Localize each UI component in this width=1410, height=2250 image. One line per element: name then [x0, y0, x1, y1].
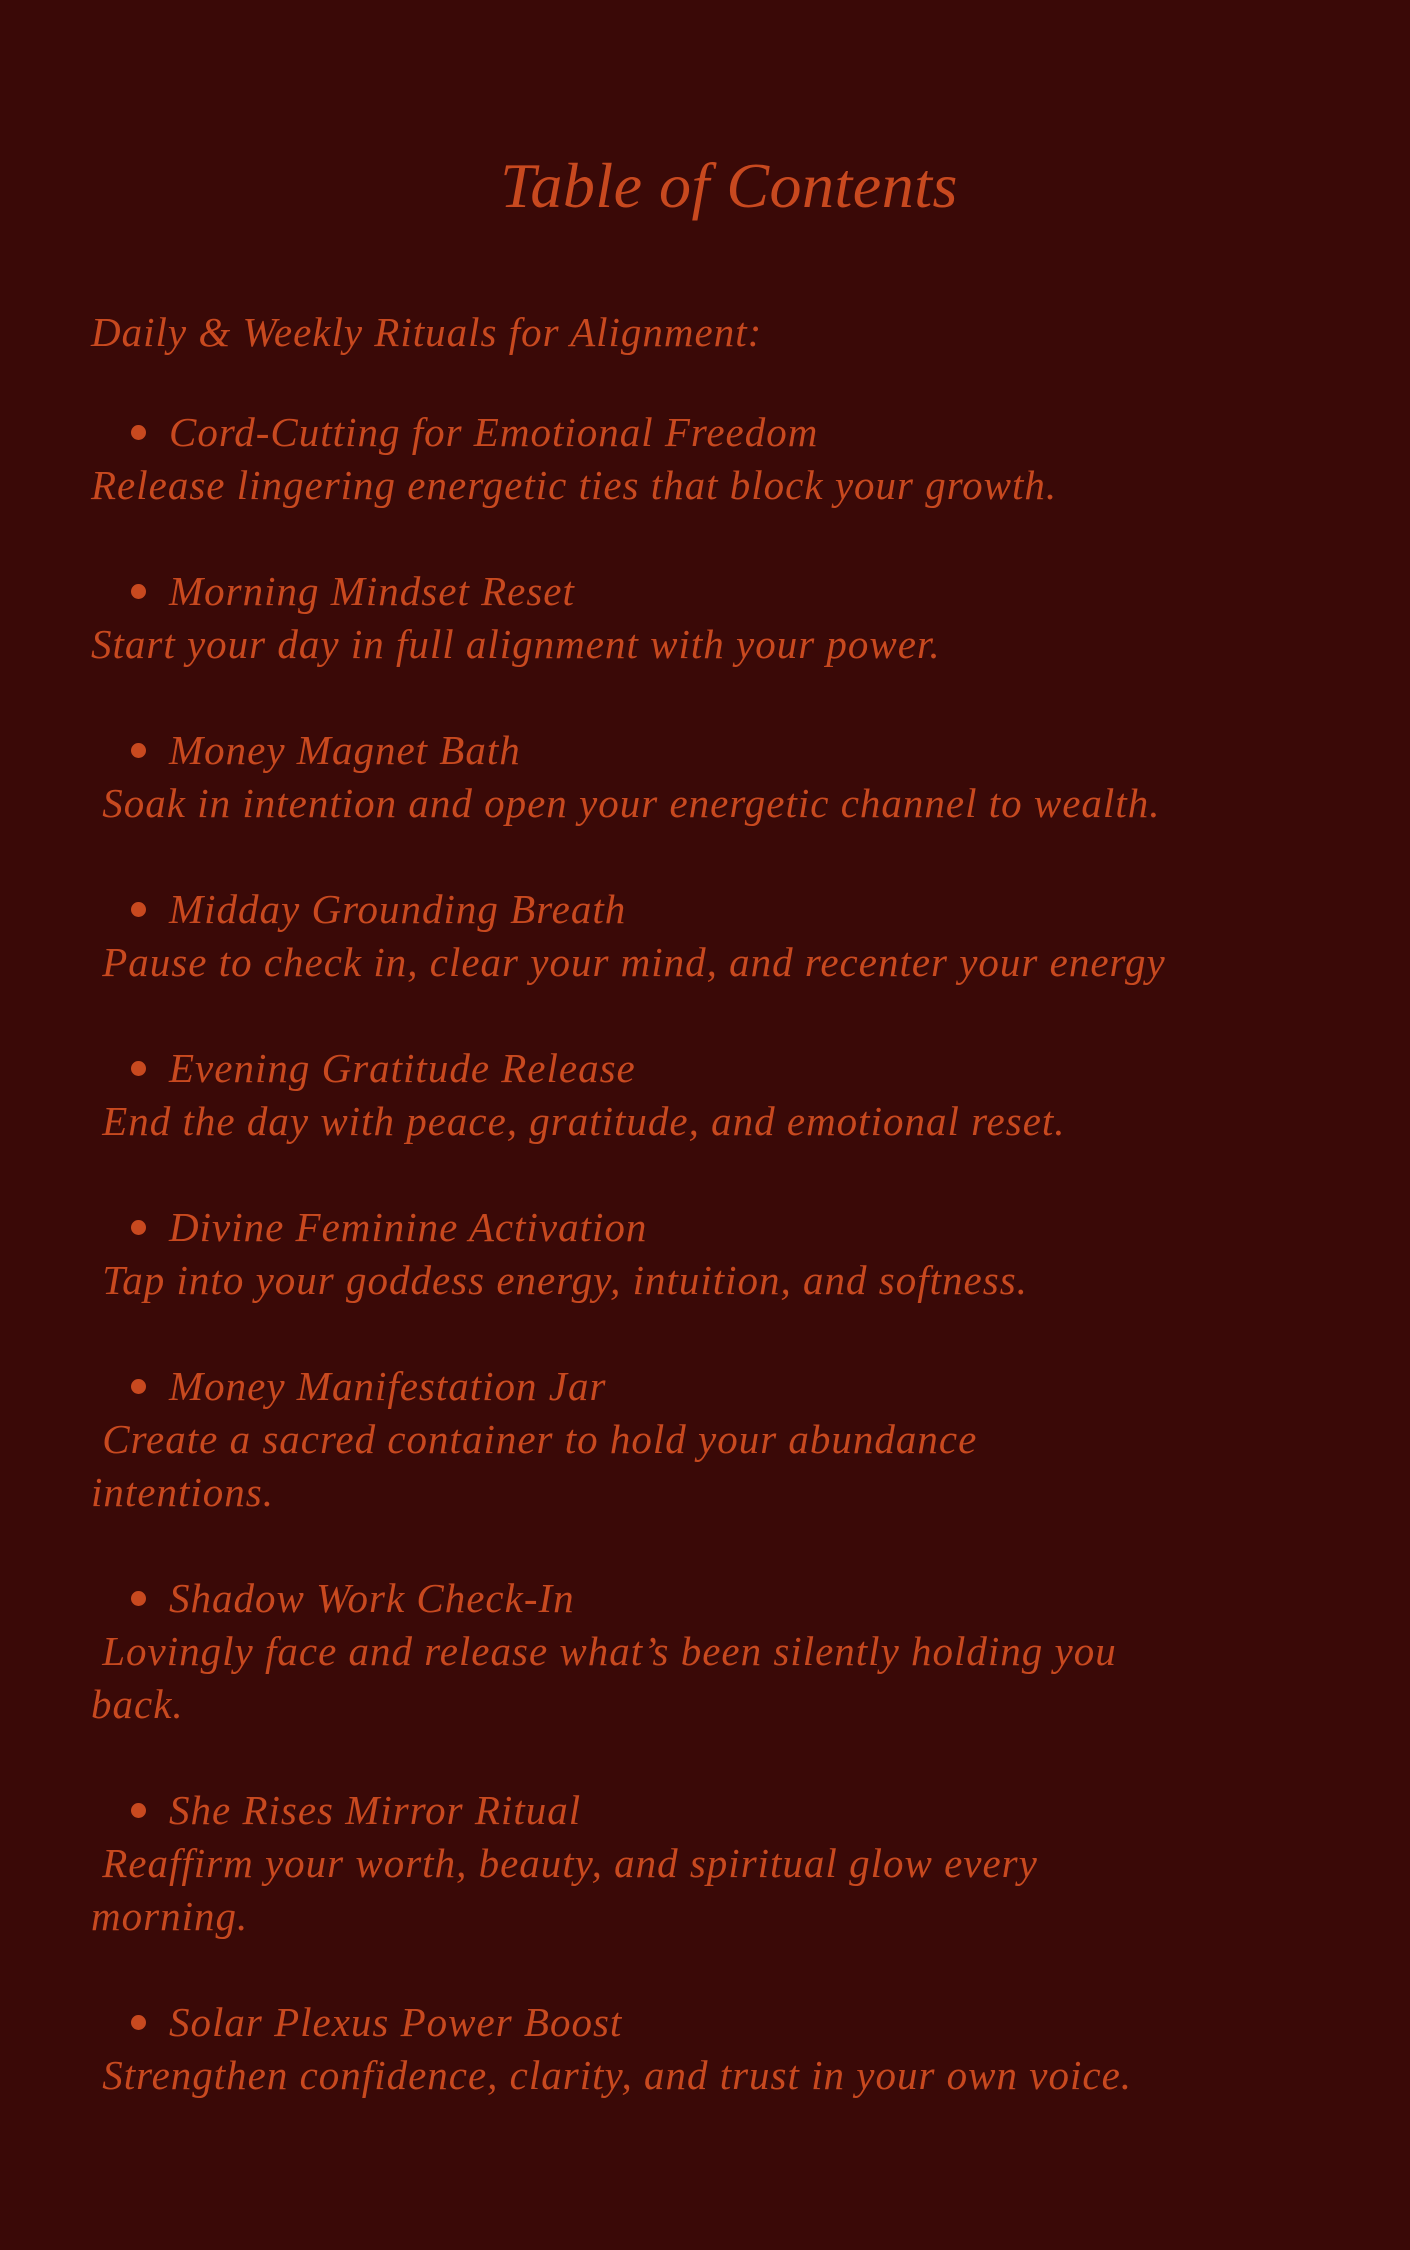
bullet-icon: [131, 584, 146, 599]
list-item: [91, 1784, 1311, 1943]
bullet-icon: [131, 1061, 146, 1076]
list-item-description: Create a sacred container to hold your abundance intentions.: [91, 1416, 978, 1515]
list-item-description: Soak in intention and open your energetic channel to wealth.: [91, 780, 1161, 826]
bullet-icon: [131, 1803, 146, 1818]
bullet-icon: [131, 743, 146, 758]
list-item-title: [91, 1201, 1311, 1254]
section-heading: Daily & Weekly Rituals for Alignment:: [91, 309, 763, 355]
list-item-title: [91, 565, 1311, 618]
list-item-description: Strengthen confidence, clarity, and trust in your own voice.: [91, 2052, 1133, 2098]
list-item-title: [91, 1360, 1311, 1413]
list-item-description: Tap into your goddess energy, intuition, and softness.: [91, 1257, 1028, 1303]
item-title-text: Solar Plexus Power Boost: [169, 1999, 623, 2045]
list-item: [91, 406, 1311, 512]
item-title-text: Evening Gratitude Release: [169, 1045, 636, 1091]
list-item-title: [91, 1572, 1311, 1625]
list-item: [91, 1360, 1311, 1519]
bullet-icon: [131, 1591, 146, 1606]
ritual-list: [91, 406, 1311, 2155]
item-title-text: Shadow Work Check-In: [169, 1575, 575, 1621]
item-title-text: Morning Mindset Reset: [169, 568, 575, 614]
item-title-text: Divine Feminine Activation: [169, 1204, 648, 1250]
list-item-title: [91, 406, 1311, 459]
list-item-title: [91, 883, 1311, 936]
bullet-icon: [131, 425, 146, 440]
list-item: [91, 1042, 1311, 1148]
item-title-text: Money Manifestation Jar: [169, 1363, 607, 1409]
item-title-text: Cord-Cutting for Emotional Freedom: [169, 409, 819, 455]
list-item: [91, 565, 1311, 671]
bullet-icon: [131, 1220, 146, 1235]
list-item: [91, 883, 1311, 989]
item-title-text: Midday Grounding Breath: [169, 886, 627, 932]
list-item-title: [91, 1996, 1311, 2049]
list-item-description: End the day with peace, gratitude, and emotional reset.: [91, 1098, 1066, 1144]
list-item-description: Lovingly face and release what’s been silently holding you back.: [91, 1628, 1117, 1727]
list-item: [91, 1572, 1311, 1731]
bullet-icon: [131, 2015, 146, 2030]
list-item-description: Pause to check in, clear your mind, and recenter your energy: [91, 939, 1166, 985]
item-title-text: Money Magnet Bath: [169, 727, 521, 773]
bullet-icon: [131, 1379, 146, 1394]
list-item-title: [91, 1784, 1311, 1837]
list-item-description: Start your day in full alignment with your power.: [91, 621, 941, 667]
bullet-icon: [131, 902, 146, 917]
list-item: [91, 1996, 1311, 2102]
list-item: [91, 1201, 1311, 1307]
list-item-description: Release lingering energetic ties that block your growth.: [91, 462, 1058, 508]
list-item-title: [91, 1042, 1311, 1095]
page-title: Table of Contents: [500, 150, 958, 221]
list-item: [91, 724, 1311, 830]
list-item-description: Reaffirm your worth, beauty, and spiritual glow every morning.: [91, 1840, 1038, 1939]
item-title-text: She Rises Mirror Ritual: [169, 1787, 582, 1833]
list-item-title: [91, 724, 1311, 777]
